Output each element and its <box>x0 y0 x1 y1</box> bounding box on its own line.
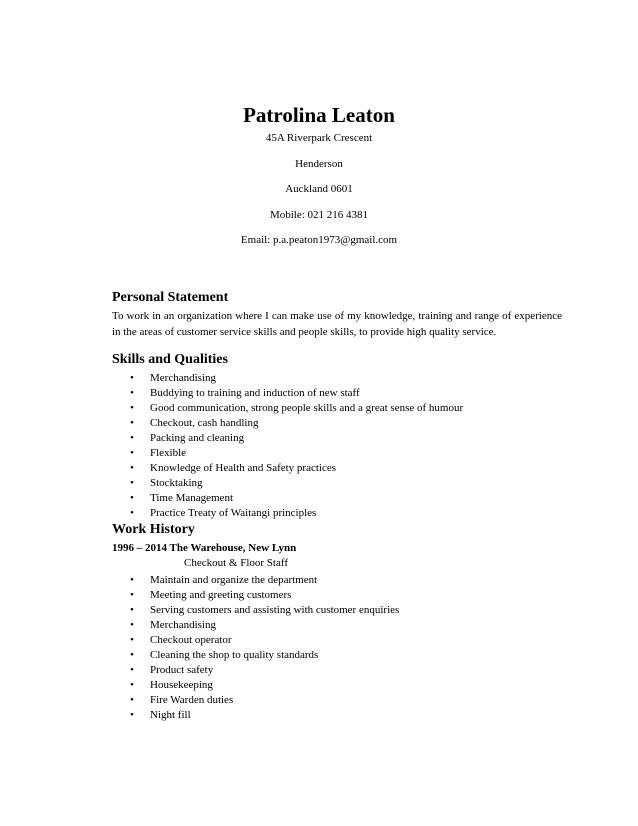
list-item <box>112 491 562 506</box>
skill-text: Knowledge of Health and Safety practices <box>150 462 337 474</box>
list-item <box>112 633 562 648</box>
bullet-icon: • <box>130 432 134 444</box>
bullet-icon: • <box>130 664 134 676</box>
personal-statement-heading: Personal Statement <box>112 290 229 305</box>
skill-text: Stocktaking <box>150 477 203 489</box>
list-item <box>112 708 562 723</box>
bullet-icon: • <box>130 402 134 414</box>
skill-text: Flexible <box>150 447 187 459</box>
list-item <box>112 371 562 386</box>
duty-text: Maintain and organize the department <box>150 574 318 586</box>
list-item <box>112 386 562 401</box>
list-item <box>112 663 562 678</box>
skill-text: Buddying to training and induction of new staff <box>150 387 360 399</box>
skill-text: Time Management <box>150 492 233 504</box>
bullet-icon: • <box>130 447 134 459</box>
applicant-name: Patrolina Leaton <box>243 103 395 127</box>
bullet-icon: • <box>130 619 134 631</box>
bullet-icon: • <box>130 507 134 519</box>
list-item <box>112 618 562 633</box>
list-item <box>112 588 562 603</box>
list-item <box>112 693 562 708</box>
duty-text: Serving customers and assisting with customer enquiries <box>150 604 400 616</box>
bullet-icon: • <box>130 709 134 721</box>
bullet-icon: • <box>130 589 134 601</box>
bullet-icon: • <box>130 462 134 474</box>
bullet-icon: • <box>130 417 134 429</box>
work-history-heading: Work History <box>112 522 195 537</box>
list-item <box>112 476 562 491</box>
list-item <box>112 401 562 416</box>
bullet-icon: • <box>130 679 134 691</box>
bullet-icon: • <box>130 387 134 399</box>
bullet-icon: • <box>130 492 134 504</box>
list-item <box>112 446 562 461</box>
list-item <box>112 573 562 588</box>
duty-text: Product safety <box>150 664 214 676</box>
bullet-icon: • <box>130 372 134 384</box>
email-address: Email: p.a.peaton1973@gmail.com <box>240 234 398 246</box>
job-role: Checkout & Floor Staff <box>184 557 288 569</box>
duty-text: Checkout operator <box>150 634 232 646</box>
duty-text: Merchandising <box>150 619 216 631</box>
skill-text: Practice Treaty of Waitangi principles <box>150 507 317 519</box>
list-item <box>112 603 562 618</box>
bullet-icon: • <box>130 604 134 616</box>
bullet-icon: • <box>130 477 134 489</box>
mobile-number: Mobile: 021 216 4381 <box>269 208 369 221</box>
address-line-2: Henderson <box>295 157 343 170</box>
address-line-3: Auckland 0601 <box>285 183 353 195</box>
duty-text: Housekeeping <box>150 679 213 691</box>
list-item <box>112 416 562 431</box>
duty-text: Meeting and greeting customers <box>150 589 292 601</box>
bullet-icon: • <box>130 649 134 661</box>
list-item <box>112 648 562 663</box>
list-item <box>112 431 562 446</box>
list-item <box>112 461 562 476</box>
skills-list <box>112 371 562 521</box>
skill-text: Packing and cleaning <box>150 432 245 444</box>
duties-list <box>112 573 562 723</box>
resume-body <box>112 289 562 723</box>
personal-statement-text: To work in an organization where I can make use of my knowledge, training and range of experience in the areas of customer service skills and people skills, to provide high quality service. <box>112 310 562 338</box>
bullet-icon: • <box>130 574 134 586</box>
skill-text: Good communication, strong people skills and a great sense of humour <box>150 402 464 414</box>
skill-text: Checkout, cash handling <box>150 417 259 429</box>
bullet-icon: • <box>130 634 134 646</box>
contact-header <box>0 102 638 260</box>
job-dates-employer: 1996 – 2014 The Warehouse, New Lynn <box>112 542 297 554</box>
address-line-1: 45A Riverpark Crescent <box>265 132 373 144</box>
duty-text: Night fill <box>150 709 191 721</box>
duty-text: Cleaning the shop to quality standards <box>150 649 319 661</box>
duty-text: Fire Warden duties <box>150 694 234 706</box>
list-item <box>112 678 562 693</box>
list-item <box>112 506 562 521</box>
bullet-icon: • <box>130 694 134 706</box>
skills-heading: Skills and Qualities <box>112 352 228 367</box>
skill-text: Merchandising <box>150 372 216 384</box>
